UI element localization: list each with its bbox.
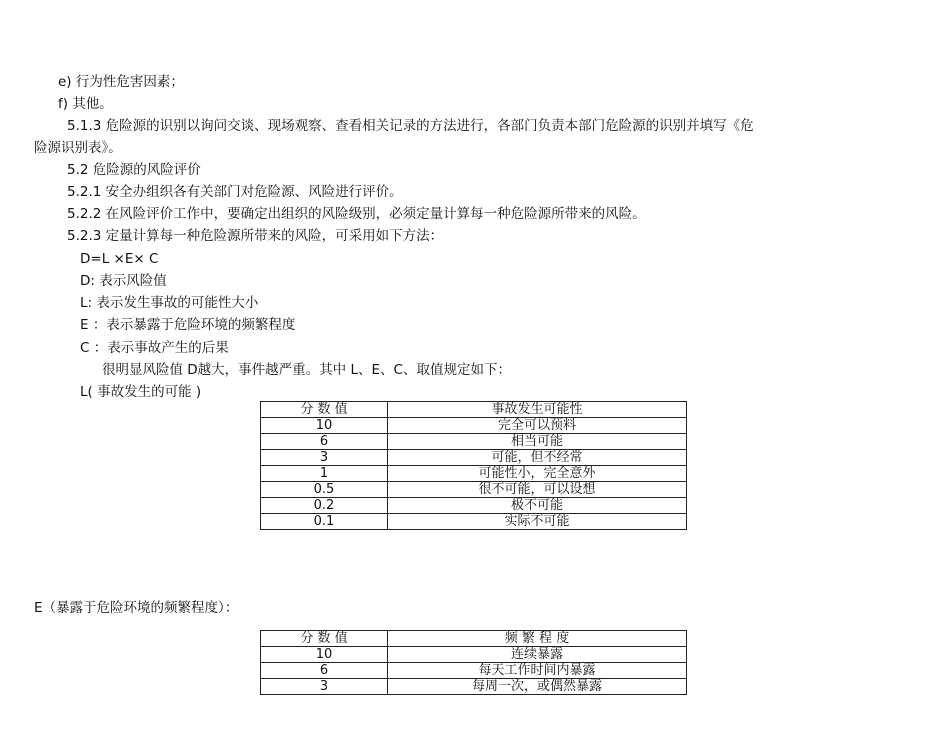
table-header-cell: 事故发生可能性 [388, 402, 687, 418]
table-l [260, 401, 687, 530]
note: 很明显风险值 D越大，事件越严重。其中 L、E、C、取值规定如下： [102, 362, 511, 378]
table-cell: 10 [261, 418, 388, 434]
table-cell: 0.5 [261, 482, 388, 498]
section-5-1-3-line2: 险源识别表》。 [34, 140, 122, 156]
section-5-1-3-line1: 5.1.3 危险源的识别以询问交谈、现场观察、查看相关记录的方法进行，各部门负责本部门危险源的识别并填写《危 [67, 118, 754, 134]
table-cell: 10 [261, 647, 388, 663]
def-e: E ：表示暴露于危险环境的频繁程度 [80, 317, 296, 333]
table-row [261, 514, 687, 530]
table-row [261, 663, 687, 679]
table-row [261, 450, 687, 466]
table-row [261, 434, 687, 450]
table-e [260, 630, 687, 695]
section-5-2-2: 5.2.2 在风险评价工作中，要确定出组织的风险级别，必须定量计算每一种危险源所带来的风险。 [67, 206, 646, 222]
table-header-row [261, 402, 687, 418]
table-cell: 3 [261, 450, 388, 466]
table-l-heading: L( 事故发生的可能 ) [80, 384, 202, 400]
table-cell: 连续暴露 [388, 647, 687, 663]
table-row [261, 498, 687, 514]
table-header-row [261, 631, 687, 647]
item-f: f) 其他。 [58, 96, 113, 112]
def-l: L: 表示发生事故的可能性大小 [80, 295, 259, 311]
section-5-2-heading: 5.2 危险源的风险评价 [67, 162, 201, 178]
table-cell: 很不可能，可以设想 [388, 482, 687, 498]
section-5-2-3: 5.2.3 定量计算每一种危险源所带来的风险，可采用如下方法： [67, 228, 444, 244]
table-cell: 相当可能 [388, 434, 687, 450]
table-cell: 可能性小，完全意外 [388, 466, 687, 482]
table-row [261, 418, 687, 434]
table-cell: 实际不可能 [388, 514, 687, 530]
table-row [261, 466, 687, 482]
table-cell: 0.2 [261, 498, 388, 514]
formula: D=L ×E× C [80, 251, 159, 267]
table-e-heading: E（暴露于危险环境的频繁程度）： [34, 600, 239, 616]
table-cell: 完全可以预料 [388, 418, 687, 434]
table-cell: 6 [261, 663, 388, 679]
table-cell: 1 [261, 466, 388, 482]
table-cell: 极不可能 [388, 498, 687, 514]
table-cell: 可能，但不经常 [388, 450, 687, 466]
table-header-cell: 分 数 值 [261, 402, 388, 418]
item-e: e) 行为性危害因素； [58, 74, 184, 90]
table-cell: 每天工作时间内暴露 [388, 663, 687, 679]
table-row [261, 679, 687, 695]
table-header-cell: 分 数 值 [261, 631, 388, 647]
table-cell: 3 [261, 679, 388, 695]
table-cell: 6 [261, 434, 388, 450]
section-5-2-1: 5.2.1 安全办组织各有关部门对危险源、风险进行评价。 [67, 184, 403, 200]
table-cell: 每周一次，或偶然暴露 [388, 679, 687, 695]
table-cell: 0.1 [261, 514, 388, 530]
table-row [261, 482, 687, 498]
table-header-cell: 频 繁 程 度 [388, 631, 687, 647]
def-c: C ：表示事故产生的后果 [80, 340, 229, 356]
table-row [261, 647, 687, 663]
def-d: D: 表示风险值 [80, 273, 167, 289]
